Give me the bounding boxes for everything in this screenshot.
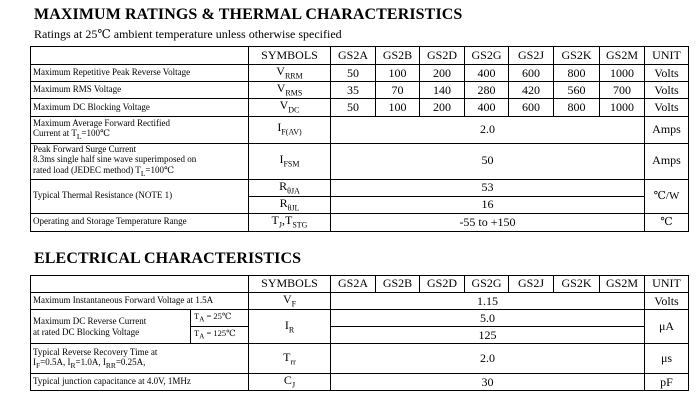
row-symbol: $V_{RMS}$ xyxy=(249,82,331,99)
table-row xyxy=(31,310,689,327)
header-blank xyxy=(31,47,249,65)
table-row xyxy=(31,116,689,143)
row-unit: Amps xyxy=(645,116,689,143)
table-row xyxy=(31,179,689,196)
cell: 400 xyxy=(465,65,509,82)
cell: 700 xyxy=(600,82,645,99)
row-unit: Amps xyxy=(645,143,689,179)
row-symbol: $T_{rr}$ xyxy=(249,344,331,374)
cell: 1000 xyxy=(600,65,645,82)
cell: 50 xyxy=(331,65,376,82)
header-part: GS2A xyxy=(331,47,376,65)
row-unit: μA xyxy=(645,310,689,344)
row-label: Maximum Instantaneous Forward Voltage at 1.5A xyxy=(31,293,249,310)
row-label: Typical junction capacitance at 4.0V, 1MHz xyxy=(31,374,249,391)
header-unit: UNIT xyxy=(645,276,689,293)
cell: 420 xyxy=(509,82,554,99)
row-unit: ℃/W xyxy=(645,179,689,213)
condition-cell: $T_A$ = 125℃ xyxy=(191,327,249,344)
row-symbol: $T_J,T_{STG}$ xyxy=(249,213,331,231)
cell: 400 xyxy=(465,99,509,116)
row-unit: Volts xyxy=(645,99,689,116)
merged-value: 50 xyxy=(331,143,645,179)
merged-value: -55 to +150 xyxy=(331,213,645,231)
max-ratings-table xyxy=(30,46,689,232)
cell: 600 xyxy=(509,99,554,116)
row-unit: Volts xyxy=(645,82,689,99)
row-symbol: $V_{RRM}$ xyxy=(249,65,331,82)
table-row xyxy=(31,213,689,231)
row-symbol: $I_{F(AV)}$ xyxy=(249,116,331,143)
merged-value: 5.0 xyxy=(331,310,645,327)
table-row xyxy=(31,344,689,374)
row-symbol: $C_J$ xyxy=(249,374,331,391)
table-header-row xyxy=(31,276,689,293)
cell: 200 xyxy=(420,99,465,116)
row-symbol: $V_{DC}$ xyxy=(249,99,331,116)
cell: 800 xyxy=(554,65,600,82)
header-part: GS2A xyxy=(331,276,376,293)
row-symbol: $V_F$ xyxy=(249,293,331,310)
cell: 100 xyxy=(376,65,420,82)
row-label: Typical Reverse Recovery Time at $I_F=0.5A$, $I_R=1.0A$, $I_{RR}=0.25A$, xyxy=(31,344,249,374)
header-part: GS2G xyxy=(465,276,509,293)
max-ratings-subtitle: Ratings at 25℃ ambient temperature unless otherwise specified xyxy=(34,27,342,41)
row-label: Maximum RMS Voltage xyxy=(31,82,249,99)
table-row xyxy=(31,374,689,391)
merged-value: 16 xyxy=(331,196,645,213)
row-symbol: $I_R$ xyxy=(249,310,331,344)
cell: 140 xyxy=(420,82,465,99)
cell: 35 xyxy=(331,82,376,99)
merged-value: 53 xyxy=(331,179,645,196)
header-part: GS2M xyxy=(600,276,645,293)
header-part: GS2G xyxy=(465,47,509,65)
row-symbol: $R_{\theta JL}$ xyxy=(249,196,331,213)
merged-value: 2.0 xyxy=(331,116,645,143)
row-label: Operating and Storage Temperature Range xyxy=(31,213,249,231)
header-part: GS2K xyxy=(554,47,600,65)
header-part: GS2M xyxy=(600,47,645,65)
table-row xyxy=(31,143,689,179)
header-part: GS2D xyxy=(420,276,465,293)
row-unit: μs xyxy=(645,344,689,374)
cell: 70 xyxy=(376,82,420,99)
table-row xyxy=(31,293,689,310)
table-header-row xyxy=(31,47,689,65)
row-symbol: $I_{FSM}$ xyxy=(249,143,331,179)
table-row xyxy=(31,82,689,99)
row-unit: pF xyxy=(645,374,689,391)
header-part: GS2J xyxy=(509,276,554,293)
cell: 280 xyxy=(465,82,509,99)
cell: 50 xyxy=(331,99,376,116)
electrical-table xyxy=(30,275,689,391)
condition-cell: $T_A$ = 25℃ xyxy=(191,310,249,327)
merged-value: 30 xyxy=(331,374,645,391)
cell: 600 xyxy=(509,65,554,82)
header-part: GS2B xyxy=(376,47,420,65)
row-unit: ℃ xyxy=(645,213,689,231)
cell: 200 xyxy=(420,65,465,82)
max-ratings-title: MAXIMUM RATINGS & THERMAL CHARACTERISTICS xyxy=(34,6,463,23)
row-label: Maximum Repetitive Peak Reverse Voltage xyxy=(31,65,249,82)
merged-value: 1.15 xyxy=(331,293,645,310)
header-part: GS2D xyxy=(420,47,465,65)
row-unit: Volts xyxy=(645,293,689,310)
row-label: Maximum DC Reverse Current at rated DC Blocking Voltage xyxy=(31,310,191,344)
row-label: Maximum Average Forward Rectified Current at $T_L=100℃$ xyxy=(31,116,249,143)
row-label: Typical Thermal Resistance (NOTE 1) xyxy=(31,179,249,213)
header-symbols: SYMBOLS xyxy=(249,47,331,65)
header-part: GS2K xyxy=(554,276,600,293)
row-label: Maximum DC Blocking Voltage xyxy=(31,99,249,116)
electrical-title: ELECTRICAL CHARACTERISTICS xyxy=(34,250,302,267)
header-part: GS2B xyxy=(376,276,420,293)
row-unit: Volts xyxy=(645,65,689,82)
header-part: GS2J xyxy=(509,47,554,65)
header-symbols: SYMBOLS xyxy=(249,276,331,293)
header-blank xyxy=(31,276,249,293)
merged-value: 2.0 xyxy=(331,344,645,374)
header-unit: UNIT xyxy=(645,47,689,65)
cell: 560 xyxy=(554,82,600,99)
table-row xyxy=(31,65,689,82)
row-symbol: $R_{\theta JA}$ xyxy=(249,179,331,196)
merged-value: 125 xyxy=(331,327,645,344)
table-row xyxy=(31,99,689,116)
cell: 100 xyxy=(376,99,420,116)
cell: 800 xyxy=(554,99,600,116)
cell: 1000 xyxy=(600,99,645,116)
row-label: Peak Forward Surge Current 8.3ms single half sine wave superimposed on rated load (JEDEC method) $T_L=100℃$ xyxy=(31,143,249,179)
